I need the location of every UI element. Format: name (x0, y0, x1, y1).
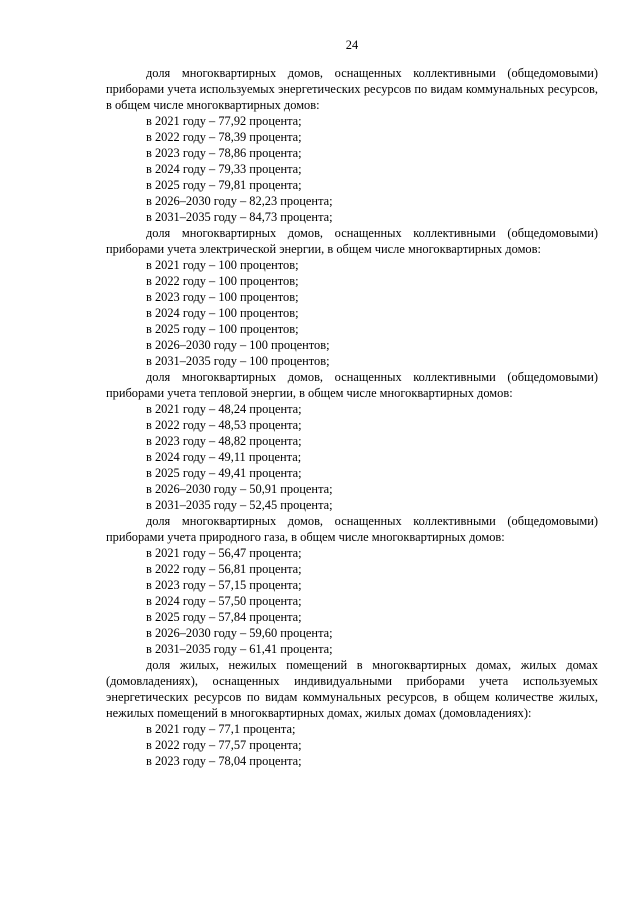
list-item: в 2021 году – 48,24 процента; (146, 402, 302, 416)
indicator-paragraph: доля жилых, нежилых помещений в многоквартирных домах, жилых домах (домовладениях), оснащенных индивидуальными приборами учета используемых энергетических ресурсов по видам коммунальных ресурсов, в общем количестве жилых, нежилых помещений в многоквартирных домах, жилых домах (домовладениях): (106, 658, 598, 720)
list-item: в 2026–2030 году – 59,60 процента; (146, 626, 333, 640)
list-item: в 2024 году – 100 процентов; (146, 306, 299, 320)
list-item: в 2021 году – 100 процентов; (146, 258, 299, 272)
list-item: в 2021 году – 56,47 процента; (146, 546, 302, 560)
list-item: в 2025 году – 100 процентов; (146, 322, 299, 336)
list-item: в 2022 году – 77,57 процента; (146, 738, 302, 752)
indicator-paragraph: доля многоквартирных домов, оснащенных коллективными (общедомовыми) приборами учета электрической энергии, в общем числе многоквартирных домов: (106, 226, 598, 256)
list-item: в 2031–2035 году – 52,45 процента; (146, 498, 333, 512)
list-item: в 2023 году – 57,15 процента; (146, 578, 302, 592)
indicator-values-list (106, 545, 598, 657)
list-item: в 2024 году – 57,50 процента; (146, 594, 302, 608)
list-item: в 2021 году – 77,1 процента; (146, 722, 296, 736)
list-item: в 2022 году – 78,39 процента; (146, 130, 302, 144)
list-item: в 2031–2035 году – 100 процентов; (146, 354, 330, 368)
list-item: в 2022 году – 100 процентов; (146, 274, 299, 288)
indicator-paragraph: доля многоквартирных домов, оснащенных коллективными (общедомовыми) приборами учета тепловой энергии, в общем числе многоквартирных домов: (106, 370, 598, 400)
list-item: в 2025 году – 49,41 процента; (146, 466, 302, 480)
list-item: в 2025 году – 79,81 процента; (146, 178, 302, 192)
list-item: в 2026–2030 году – 82,23 процента; (146, 194, 333, 208)
list-item: в 2023 году – 48,82 процента; (146, 434, 302, 448)
indicator-paragraph: доля многоквартирных домов, оснащенных коллективными (общедомовыми) приборами учета используемых энергетических ресурсов по видам коммунальных ресурсов, в общем числе многоквартирных домов: (106, 66, 598, 112)
list-item: в 2031–2035 году – 84,73 процента; (146, 210, 333, 224)
list-item: в 2026–2030 году – 100 процентов; (146, 338, 330, 352)
list-item: в 2025 году – 57,84 процента; (146, 610, 302, 624)
list-item: в 2031–2035 году – 61,41 процента; (146, 642, 333, 656)
list-item: в 2026–2030 году – 50,91 процента; (146, 482, 333, 496)
list-item: в 2023 году – 78,04 процента; (146, 754, 302, 768)
list-item: в 2023 году – 100 процентов; (146, 290, 299, 304)
indicator-values-list (106, 257, 598, 369)
list-item: в 2023 году – 78,86 процента; (146, 146, 302, 160)
list-item: в 2021 году – 77,92 процента; (146, 114, 302, 128)
list-item: в 2022 году – 48,53 процента; (146, 418, 302, 432)
indicator-paragraph: доля многоквартирных домов, оснащенных коллективными (общедомовыми) приборами учета природного газа, в общем числе многоквартирных домов: (106, 514, 598, 544)
indicator-values-list (106, 113, 598, 225)
page-number: 24 (345, 38, 359, 52)
list-item: в 2024 году – 49,11 процента; (146, 450, 302, 464)
document-page (106, 37, 598, 769)
list-item: в 2024 году – 79,33 процента; (146, 162, 302, 176)
indicator-values-list (106, 401, 598, 513)
list-item: в 2022 году – 56,81 процента; (146, 562, 302, 576)
indicator-values-list (106, 721, 598, 769)
